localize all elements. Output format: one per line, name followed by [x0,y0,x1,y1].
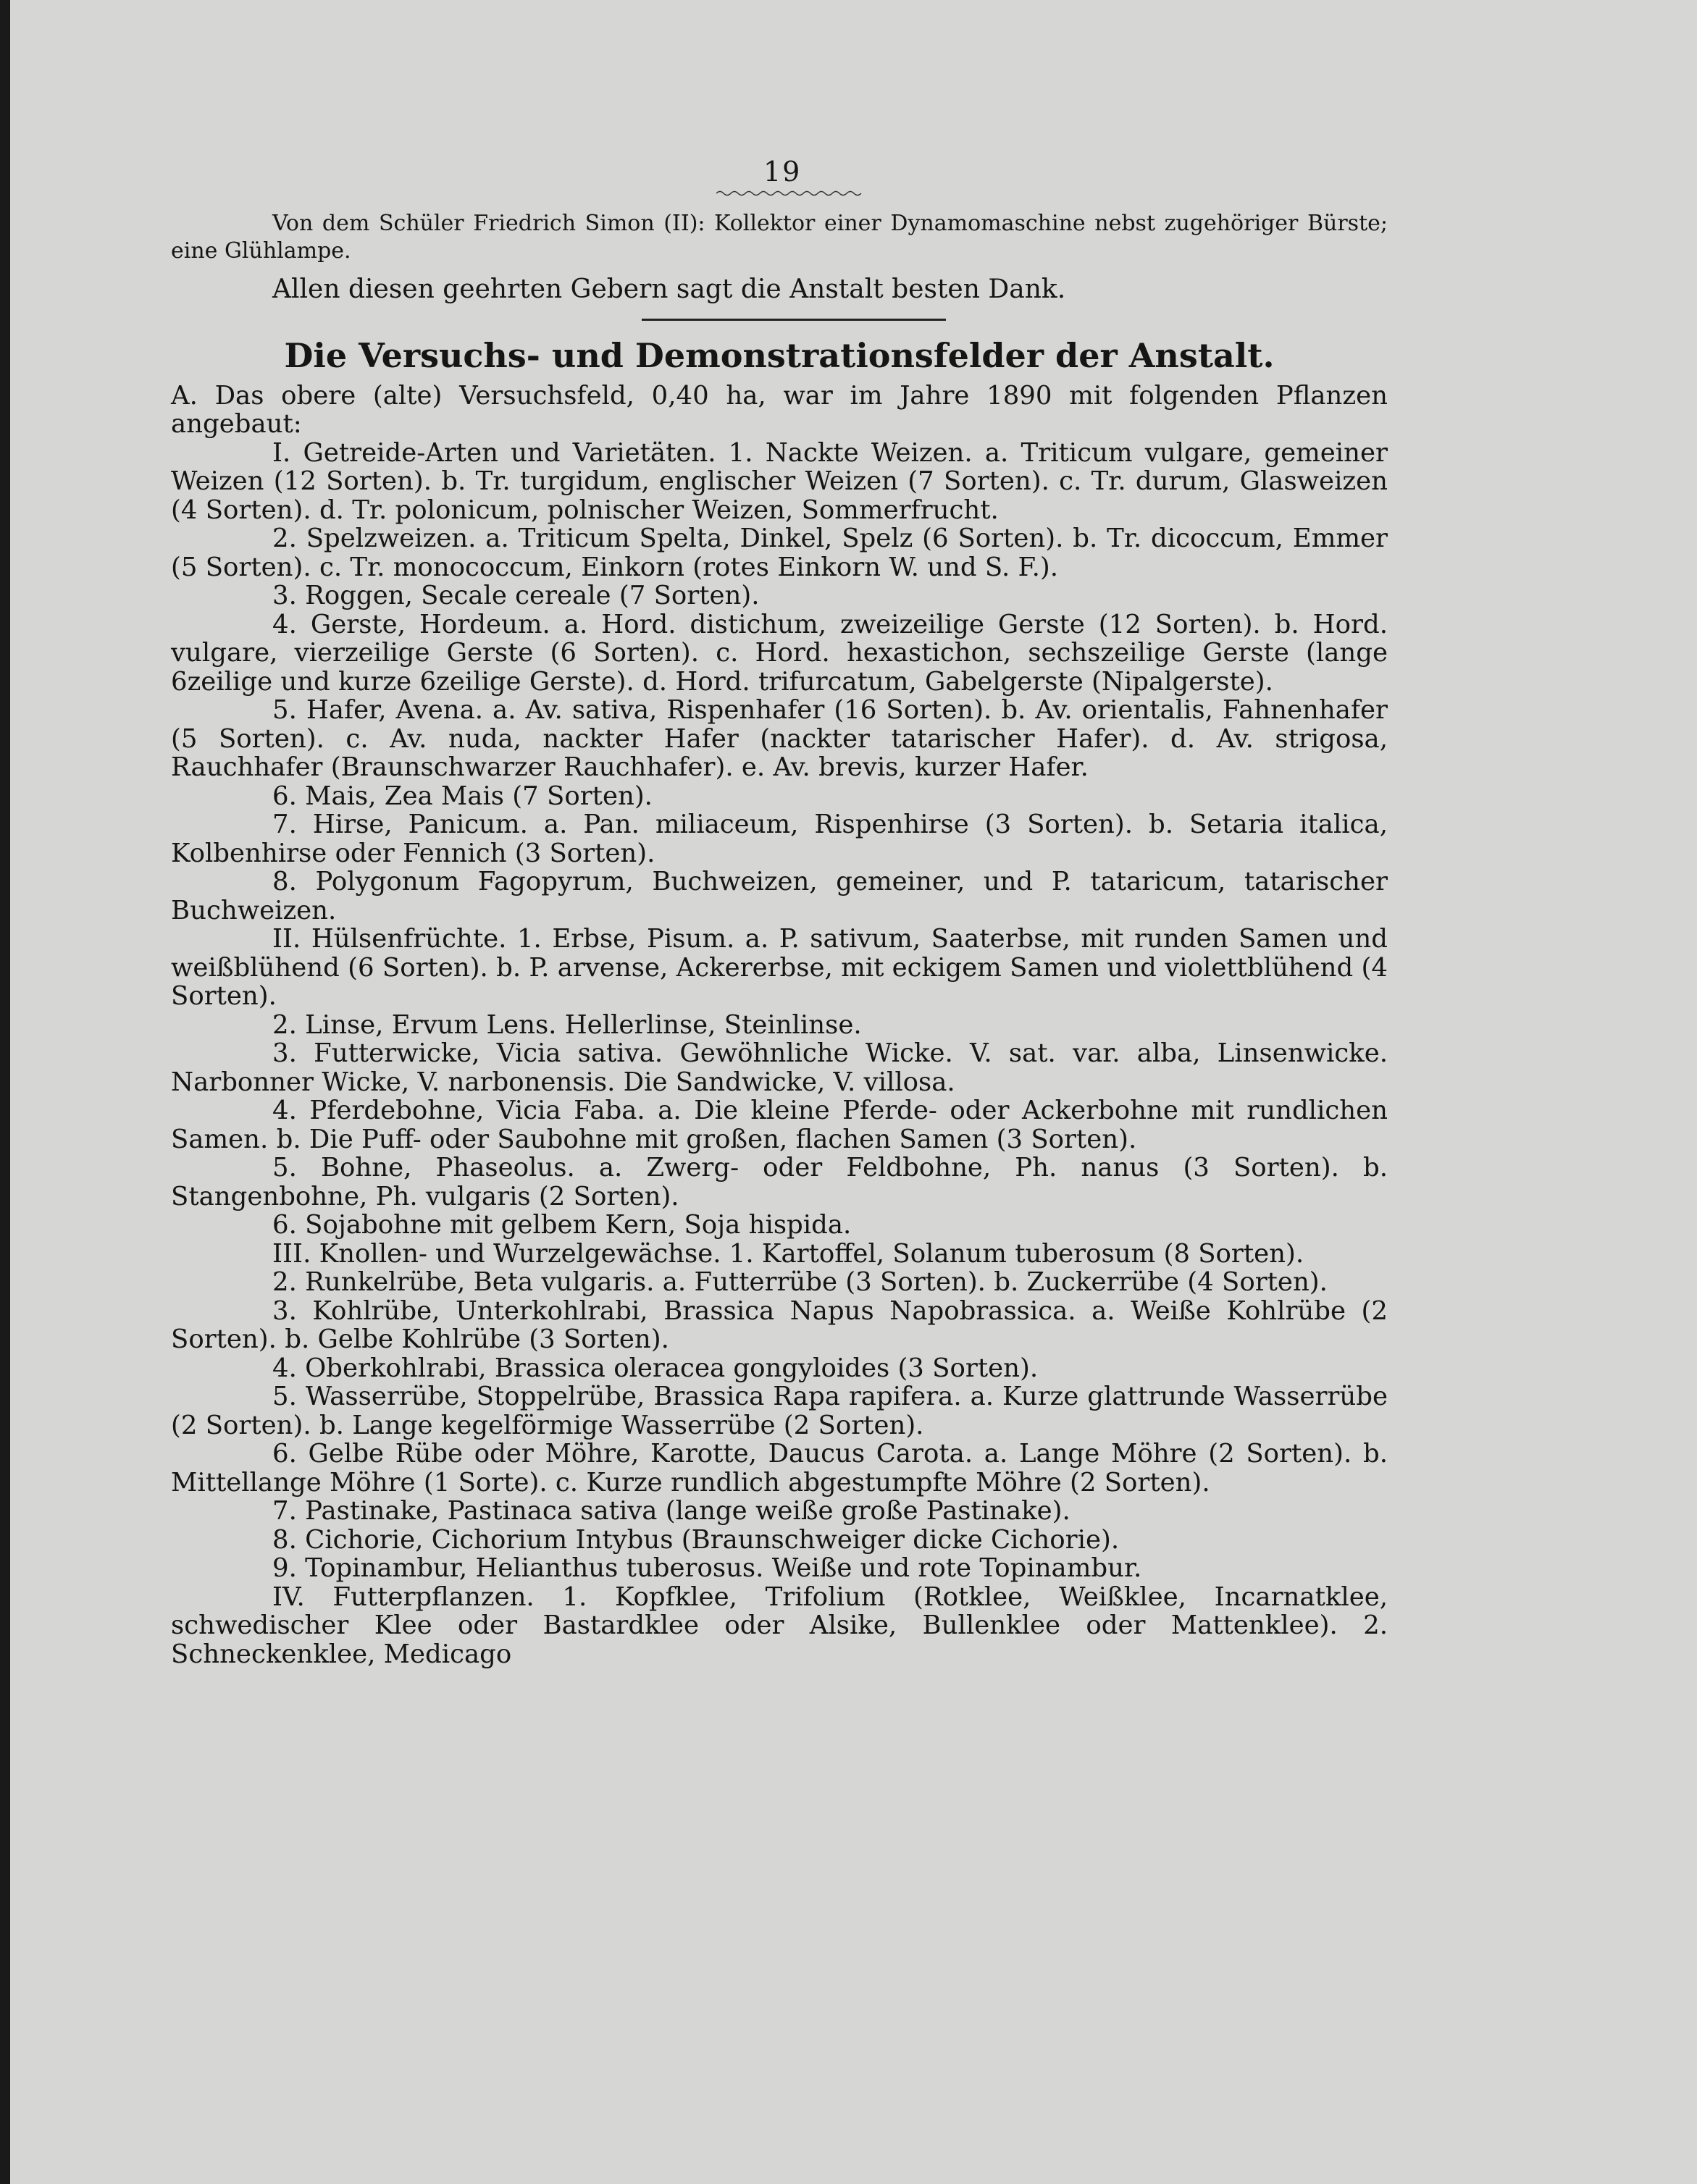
paragraph: 2. Runkelrübe, Beta vulgaris. a. Futterrübe (3 Sorten). b. Zuckerrübe (4 Sorten). [272,1267,1328,1297]
paragraph-field-a: A. Das obere (alte) Versuchsfeld, 0,40 ha, war im Jahre 1890 mit folgenden Pflanzen angebaut: [171,380,1388,439]
section-divider [642,319,946,321]
page-number: 19 [763,156,802,188]
paragraph: II. Hülsenfrüchte. 1. Erbse, Pisum. a. P. sativum, Saaterbse, mit runden Samen und weißblühend (6 Sorten). b. P. arvense, Ackererbse, mit eckigem Samen und violettblühend (4 Sorten). [171,924,1388,1011]
paragraph: 3. Futterwicke, Vicia sativa. Gewöhnliche Wicke. V. sat. var. alba, Linsenwicke. Narbonner Wicke, V. narbonensis. Die Sandwicke, V. villosa. [171,1038,1388,1097]
paragraph: 8. Polygonum Fagopyrum, Buchweizen, gemeiner, und P. tataricum, tatarischer Buchweizen. [171,867,1388,925]
paragraph: IV. Futterpflanzen. 1. Kopfklee, Trifolium (Rotklee, Weißklee, Incarnatklee, schwedischer Klee oder Bastardklee oder Alsike, Bullenklee oder Mattenklee). 2. Schneckenklee, Medicago [171,1582,1388,1669]
paragraph: 6. Sojabohne mit gelbem Kern, Soja hispida. [272,1210,852,1240]
paragraph: 7. Pastinake, Pastinaca sativa (lange weiße große Pastinake). [272,1496,1070,1526]
paragraph: 5. Bohne, Phaseolus. a. Zwerg- oder Feldbohne, Ph. nanus (3 Sorten). b. Stangenbohne, Ph. vulgaris (2 Sorten). [171,1153,1388,1211]
paragraph: I. Getreide-Arten und Varietäten. 1. Nackte Weizen. a. Triticum vulgare, gemeiner Weizen (12 Sorten). b. Tr. turgidum, englischer Weizen (7 Sorten). c. Tr. durum, Glasweizen (4 Sorten). d. Tr. polonicum, polnischer Weizen, Sommerfrucht. [171,437,1388,525]
paragraph: 4. Pferdebohne, Vicia Faba. a. Die kleine Pferde- oder Ackerbohne mit rundlichen Samen. b. Die Puff- oder Saubohne mit großen, flachen Samen (3 Sorten). [171,1096,1388,1154]
paragraph: 3. Roggen, Secale cereale (7 Sorten). [272,581,760,610]
paragraph: 5. Hafer, Avena. a. Av. sativa, Rispenhafer (16 Sorten). b. Av. orientalis, Fahnenhafer (5 Sorten). c. Av. nuda, nackter Hafer (nackter tatarischer Hafer). d. Av. strigosa, Rauchhafer (Braunschwarzer Rauchhafer). e. Av. brevis, kurzer Hafer. [171,695,1388,782]
paragraph: 6. Mais, Zea Mais (7 Sorten). [272,781,653,811]
paragraph: 2. Linse, Ervum Lens. Hellerlinse, Steinlinse. [272,1009,862,1040]
section-heading: Die Versuchs- und Demonstrationsfelder der Anstalt. [284,335,1275,375]
paragraph: 4. Gerste, Hordeum. a. Hord. distichum, zweizeilige Gerste (12 Sorten). b. Hord. vulgare, vierzeilige Gerste (6 Sorten). c. Hord. hexastichon, sechszeilige Gerste (lange 6zeilige und kurze 6zeilige Gerste). d. Hord. trifurcatum, Gabelgerste (Nipalgerste). [171,609,1388,697]
paragraph: 3. Kohlrübe, Unterkohlrabi, Brassica Napus Napobrassica. a. Weiße Kohlrübe (2 Sorten). b. Gelbe Kohlrübe (3 Sorten). [171,1295,1388,1354]
donor-note: Von dem Schüler Friedrich Simon (II): Kollektor einer Dynamomaschine nebst zugehöriger Bürste; eine Glühlampe. [171,211,1388,264]
paragraph: 5. Wasserrübe, Stoppelrübe, Brassica Rapa rapifera. a. Kurze glattrunde Wasserrübe (2 Sorten). b. Lange kegelförmige Wasserrübe (2 Sorten). [171,1382,1388,1440]
paragraph: 2. Spelzweizen. a. Triticum Spelta, Dinkel, Spelz (6 Sorten). b. Tr. dicoccum, Emmer (5 Sorten). c. Tr. monococcum, Einkorn (rotes Einkorn W. und S. F.). [171,524,1388,582]
paragraph: 6. Gelbe Rübe oder Möhre, Karotte, Daucus Carota. a. Lange Möhre (2 Sorten). b. Mittellange Möhre (1 Sorte). c. Kurze rundlich abgestumpfte Möhre (2 Sorten). [171,1439,1388,1498]
wavy-ornament [716,190,865,197]
paragraph: 7. Hirse, Panicum. a. Pan. miliaceum, Rispenhirse (3 Sorten). b. Setaria italica, Kolbenhirse oder Fennich (3 Sorten). [171,810,1388,868]
paragraph: 8. Cichorie, Cichorium Intybus (Braunschweiger dicke Cichorie). [272,1524,1120,1555]
paragraph: 4. Oberkohlrabi, Brassica oleracea gongyloides (3 Sorten). [272,1353,1039,1383]
paragraph: III. Knollen- und Wurzelgewächse. 1. Kartoffel, Solanum tuberosum (8 Sorten). [272,1238,1304,1269]
thanks-line: Allen diesen geehrten Gebern sagt die Anstalt besten Dank. [272,274,1066,304]
paragraph: 9. Topinambur, Helianthus tuberosus. Weiße und rote Topinambur. [272,1553,1142,1583]
page-body [171,210,1388,1668]
